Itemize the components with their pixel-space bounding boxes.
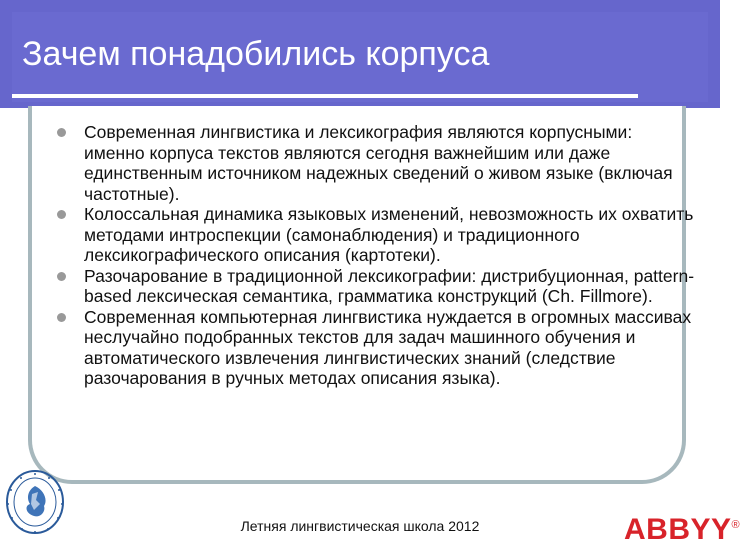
bullet-dot-icon (57, 210, 66, 219)
bullet-dot-icon (57, 128, 66, 137)
bullet-item (56, 266, 696, 307)
registered-mark: ® (731, 519, 740, 531)
bullet-text: Колоссальная динамика языковых изменений, невозможность их охватить методами интроспекции (самонаблюдения) и традиционного лексикографического описания (картотеки). (84, 204, 694, 265)
footer-text: Летняя лингвистическая школа 2012 (240, 518, 480, 534)
bullet-list (56, 122, 696, 389)
bullet-text: Современная компьютерная лингвистика нуждается в огромных массивах неслучайно подобранных текстов для задач машинного обучения и автоматического извлечения лингвистических знаний (следствие разочарования в ручных методах описания языка). (84, 306, 692, 388)
bullet-item (56, 204, 696, 266)
university-seal-icon (4, 468, 66, 536)
brand-name: ABBYY (624, 513, 732, 546)
bullet-dot-icon (57, 272, 66, 281)
bullet-text: Разочарование в традиционной лексикографии: дистрибуционная, pattern-based лексическая семантика, грамматика конструкций (Ch. Fillmore). (84, 265, 695, 306)
bullet-dot-icon (57, 313, 66, 322)
bullet-text: Современная лингвистика и лексикография являются корпусными: именно корпуса текстов являются сегодня важнейшим или даже единственным источником надежных сведений о живом языке (включая частотные). (84, 122, 673, 204)
slide-title: Зачем понадобились корпуса (22, 35, 490, 73)
brand-logo (624, 508, 740, 547)
bullet-item (56, 122, 696, 204)
bullet-item (56, 307, 696, 389)
title-rule (12, 94, 638, 98)
